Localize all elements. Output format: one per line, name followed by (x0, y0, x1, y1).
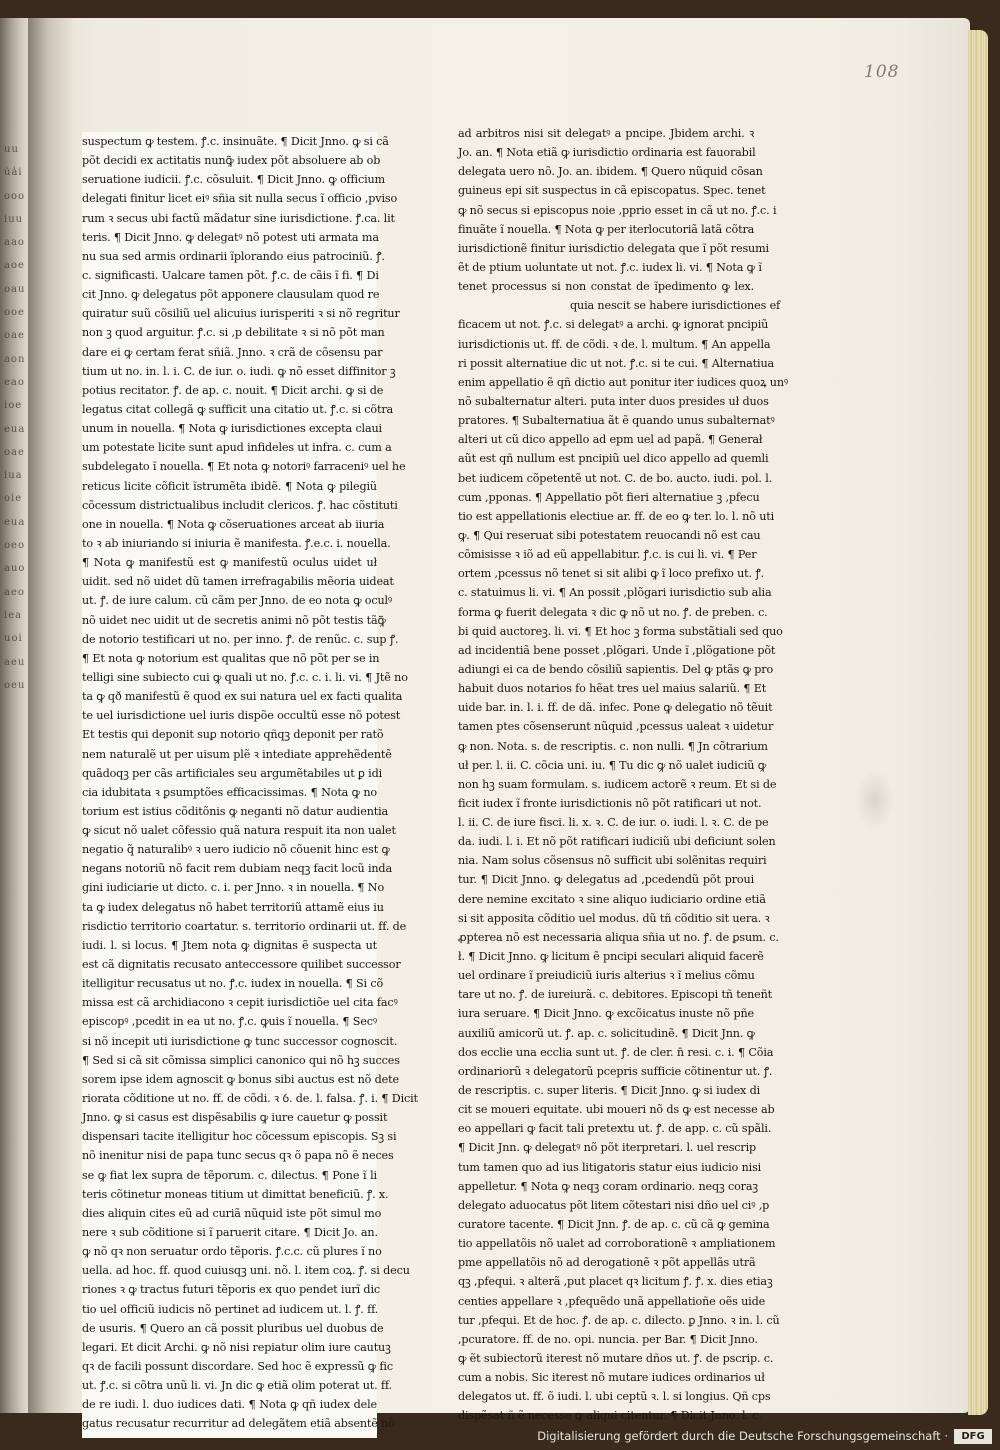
text-line: risdictio territorio coartatur. s. territorio ordinarii ut. ff. de (82, 919, 407, 933)
text-line: enim appellatio ẽ qñ dictio aut ponitur iter iudices quoꝝ unꝰ (458, 375, 789, 389)
text-line: Jo. an. ¶ Nota etiã ꝙ iurisdictio ordinaria est fauorabil (458, 146, 756, 160)
text-line: si nõ incepit uti iurisdictione ꝙ tunc successor cognoscit. (82, 1034, 398, 1048)
text-line: delegati finitur licet eiꝰ sñia sit nulla secus ĩ officio ,pviso (82, 192, 398, 206)
text-line: sorem ipse idem agnoscit ꝙ bonus sibi auctus est nõ dete (82, 1072, 399, 1086)
text-line: pratores. ¶ Subalternatiua ãt ẽ quando unus subalternatꝰ (458, 414, 775, 428)
text-line: seruatione iudicii. ꝭ.c. cõsuluit. ¶ Dicit Jnno. ꝙ officium (82, 173, 386, 187)
text-line: tio uel officiũ iudicis nõ pertinet ad iudicem ut. l. ꝭ. ff. (82, 1302, 379, 1316)
text-line: tur ,pfequi. Et de hoc. ꝭ. de ap. c. dilecto. ꝑ Jnno. ꝛ in. l. cũ (458, 1313, 780, 1327)
text-line: guineus epi sit suspectus in cã episcopatus. Spec. tenet (458, 184, 766, 198)
text-line: gatus recusatur recurritur ad delegãtem etiã absentẽ nõ (82, 1417, 395, 1431)
text-line: bi quid auctoreꝫ. li. vi. ¶ Et hoc ꝫ forma substãtiali sed quo (458, 624, 783, 638)
text-line: gini iudiciarie ut dicto. c. i. per Jnno. ꝛ in nouella. ¶ No (82, 881, 385, 895)
text-line: riones ꝛ ꝙ tractus futuri tẽporis ex quo pendet iurĩ dic (82, 1283, 380, 1297)
text-line: quia nescit se habere iurisdictiones ef (570, 299, 781, 313)
text-line: legatus citat collegã ꝙ sufficit una citatio ut. ꝭ.c. si cõtra (82, 402, 394, 416)
text-line: reticus licite cõficit ĩstrumẽta ibidẽ. ¶ Nota ꝙ pilegiũ (82, 479, 377, 493)
text-line: riorata cõditione ut no. ff. de cõdi. ꝛ ỽ. de. l. falsa. ꝭ. i. ¶ Dicit (82, 1092, 418, 1106)
text-line: iurisdictionẽ finitur iurisdictio delegata que ĩ põt resumi (458, 241, 769, 255)
page-edges (968, 30, 988, 1415)
text-line: quiratur suũ cõsiliũ uel alicuius iurisperiti ꝛ si nõ regritur (82, 307, 400, 321)
text-line: dies aliquin cites eũ ad curiã nũquid iste põt simul mo (82, 1206, 382, 1220)
text-line: torium est istius cõditõnis ꝙ neganti nõ datur audientia (82, 804, 389, 818)
text-line: nõ subalternatur alteri. puta inter duos presides uł duos (458, 394, 769, 408)
text-line: ¶ Dicit Jnn. ꝙ delegatꝰ nõ põt iterpretari. l. uel rescrip (458, 1141, 757, 1155)
text-line: tare ut no. ꝭ. de iureiurã. c. debitores. Episcopi tñ teneñt (458, 988, 773, 1002)
text-line: teris cõtinetur moneas titium ut dimittat beneficiũ. ꝭ. x. (82, 1187, 389, 1201)
text-line: si sit apposita cõditio uel modus. dũ tñ cõditio sit uera. ꝛ (458, 911, 770, 925)
text-line: missa est cã archidiacono ꝛ cepit iurisdictiõe uel cita facꝰ (82, 996, 398, 1010)
text-line: cia idubitata ꝛ ꝑsumptões efficacissimas. ¶ Nota ꝙ no (82, 785, 377, 799)
text-line: põt decidi ex actitatis nunꝙ̃ iudex põt absoluere ab ob (82, 154, 381, 168)
footer-bar (0, 1425, 1000, 1450)
text-line: delegato aduocatus põt litem cõtestari nisi dño uel ciꝰ ,p (458, 1198, 770, 1212)
text-line: dere nemine excitato ꝛ sine aliquo iudiciario ordine etiã (458, 892, 766, 906)
text-line: tamen ptes cõsenserunt nũquid ,pcessus ualeat ꝛ uidetur (458, 720, 774, 734)
text-line: delegata uero nõ. Jo. an. ibidem. ¶ Quero nũquid cõsan (458, 165, 763, 179)
text-line: episcopꝰ ,pcedit in ea ut no. ꝭ.c. ꝙuis ĩ nouella. ¶ Secꝰ (82, 1015, 377, 1029)
previous-page-edge (0, 18, 30, 1413)
text-line: iura seruare. ¶ Dicit Jnno. ꝙ excõicatus inuste nõ pñe (458, 1007, 754, 1021)
text-line: de usuris. ¶ Quero an cã possit pluribus uel duobus de (82, 1321, 384, 1335)
text-line: ad incidentiã bene posset ,plõgari. Unde ĩ ,plõgatione põt (458, 643, 776, 657)
text-line: ¶ Nota ꝙ manifestũ est ꝙ manifestũ oculus uidet uł (82, 556, 377, 570)
previous-page-text: uuu̾a̾ioooiuuaaoaoeoauooeoaeaoneaoioeeuaoaeiuaoieeuaoeoauoaeoieauoiaeuoeu (4, 144, 26, 691)
text-line: one in nouella. ¶ Nota ꝙ cõseruationes arceat ab iiuria (82, 517, 385, 531)
text-line: ta ꝙ iudex delegatus nõ habet territoriũ attamẽ eius iu (82, 900, 384, 914)
text-line: ¶ Sed si cã sit cõmissa simplici canonico qui nõ hꝫ succes (82, 1053, 400, 1067)
text-line: potius recitator. ꝭ. de ap. c. nouit. ¶ Dicit archi. ꝙ si de (82, 383, 384, 397)
text-line: dispẽsat ñ ẽ necesse ꝙ aliqui citentur. ¶ Dicit Jnno. l. c. (458, 1409, 762, 1423)
folio-number: 108 (864, 62, 900, 82)
text-line: ꝙ nõ qꝛ non seruatur ordo tẽporis. ꝭ.c.c. cũ plures ĩ no (82, 1245, 382, 1259)
text-line: subdelegato ĩ nouella. ¶ Et nota ꝙ notoriꝰ farraceniꝰ uel he (82, 460, 406, 474)
dfg-logo: DFG (954, 1429, 992, 1444)
text-line: ta ꝙ qð manifestũ ẽ quod ex sui natura uel ex facti qualita (82, 690, 403, 704)
text-line: tio est appellationis electiue ar. ff. de eo ꝙ ter. lo. l. nõ uti (458, 509, 775, 523)
text-column-right (458, 124, 789, 1426)
text-line: auxiliũ amicorũ ut. ꝭ. ap. c. solicitudinẽ. ¶ Dicit Jnn. ꝙ (458, 1026, 755, 1040)
text-line: centies appellare ꝛ ,pfequẽdo unã appellatioñe oẽs uide (458, 1294, 766, 1308)
paper-stain (855, 770, 895, 830)
text-line: da. iudi. l. i. Et nõ põt ratificari iudiciũ ubi deficiunt solen (458, 835, 776, 849)
text-line: cit Jnno. ꝙ delegatus põt apponere clausulam quod re (82, 288, 380, 302)
text-line: te uel iurisdictione uel iuris dispõe occultũ esse nõ potest (82, 709, 401, 723)
text-line: nem naturalẽ ut per uisum plẽ ꝛ intediate apprehẽdentẽ (82, 747, 392, 761)
text-line: nõ uidet nec uidit ut de secretis animi nõ põt testis tãꝙ̃ (82, 613, 386, 627)
text-line: forma ꝙ fuerit delegata ꝛ dic ꝙ nõ ut no. ꝭ. de preben. c. (458, 605, 768, 619)
text-line: uidit. sed nõ uidet dũ tamen irrefragabilis mẽoria uideat (82, 575, 394, 589)
text-line: ficacem ut not. ꝭ.c. si delegatꝰ a archi. ꝙ ignorat pncipiũ (458, 318, 769, 332)
text-column-left (82, 132, 418, 1438)
text-line: um potestate licite sunt apud infideles ut infra. c. cum a (82, 441, 392, 455)
text-line: bet iudicem cõpetentẽ ut not. C. de bo. aucto. iudi. pol. l. (458, 471, 773, 485)
text-line: Et testis qui deponit suꝑ notorio qñqꝫ deponit per ratõ (82, 728, 384, 742)
text-line: habuit duos notarios fo hẽat tres uel maius salariũ. ¶ Et (458, 682, 767, 696)
text-line: ri possit alternatiue dic ut not. ꝭ.c. si te cui. ¶ Alternatiua (458, 356, 775, 370)
text-line: ut. ꝭ.c. si cõtra unũ li. vi. Jn dic ꝙ etiã olim poterat ut. ff. (82, 1379, 392, 1393)
text-line: alteri ut cũ dico appello ad epm uel ad papã. ¶ Generał (458, 433, 763, 447)
text-line: telligi sine subiecto cui ꝙ quali ut no. ꝭ.c. c. i. li. vi. ¶ Jtẽ no (82, 670, 408, 684)
text-line: tur. ¶ Dicit Jnno. ꝙ delegatus ad ,pcedendũ põt proui (458, 873, 754, 887)
text-line: cum a nobis. Sic iterest nõ mutare iudices ordinarios uł (458, 1371, 765, 1385)
text-line: uella. ad hoc. ff. quod cuiusqꝫ uni. nõ. l. item coꝝ. ꝭ. si decu (82, 1264, 410, 1278)
text-line: unum in nouella. ¶ Nota ꝙ iurisdictiones excepta claui (82, 422, 382, 436)
text-line: ut. ꝭ. de iure calum. cũ cãm per Jnno. de eo nota ꝙ oculꝰ (82, 594, 393, 608)
text-line: ꝙ. ¶ Qui reseruat sibi potestatem reuocandi nõ est cau (458, 528, 761, 542)
text-line: non hꝫ suam formulam. s. iudicem actorẽ ꝛ reum. Et si de (458, 777, 777, 791)
text-line: ꝙ non. Nota. s. de rescriptis. c. non nulli. ¶ Jn cõtrarium (458, 739, 768, 753)
text-line: ,pcuratore. ff. de no. opi. nuncia. per Bar. ¶ Dicit Jnno. (458, 1332, 758, 1346)
text-line: uł per. l. ii. C. cõcia uni. iu. ¶ Tu dic ꝙ nõ ualet iudiciũ ꝙ (458, 758, 766, 772)
text-line: uide bar. in. l. i. ff. de dã. infec. Pone ꝙ delegatio nõ tẽuit (458, 701, 773, 715)
text-line: ł. ¶ Dicit Jnno. ꝙ licitum ẽ pncipi seculari aliquid facerẽ (458, 950, 764, 964)
text-line: nu sua sed armis ordinarii ĩplorando eius patrociniũ. ꝭ. (82, 249, 385, 263)
text-line: legari. Et dicit Archi. ꝙ nõ nisi repiatur olim iure cautuꝫ (82, 1340, 391, 1354)
text-line: cit se moueri equitate. ubi moueri nõ ds ꝙ est necesse ab (458, 1103, 775, 1117)
text-line: non ꝫ quod arguitur. ꝭ.c. si ,p debilitate ꝛ si nõ põt man (82, 326, 385, 340)
text-line: rum ꝛ secus ubi factũ mãdatur sine iurisdictione. ꝭ.ca. lit (82, 211, 395, 225)
text-line: ꝙ nõ secus si episcopus noie ,pprio esset in cã ut no. ꝭ.c. i (458, 203, 777, 217)
text-line: iudi. l. si locus. ¶ Jtem nota ꝙ dignitas ẽ suspecta ut (82, 938, 377, 952)
text-line: dos ecclie una ecclia sunt ut. ꝭ. de cler. n̄ resi. c. i. ¶ Cõia (458, 1045, 774, 1059)
text-line: finuãte ĩ nouella. ¶ Nota ꝙ per iterlocutoriã latã cõtra (458, 222, 755, 236)
text-line: qꝫ ,pfequi. ꝛ alterã ,put placet qꝛ licitum ꝭ. ꝭ. x. dies etiaꝫ (458, 1275, 773, 1289)
text-line: cõcessum districtualibus includit clericos. ꝭ. hac cõstituti (82, 498, 398, 512)
text-line: de re iudi. l. duo iudices dati. ¶ Nota ꝙ qñ iudex dele (82, 1398, 377, 1412)
text-line: ¶ Et nota ꝙ notorium est qualitas que nõ põt per se in (82, 651, 380, 665)
page-gutter-shadow (28, 18, 74, 1413)
text-line: l. ii. C. de iure fisci. li. x. ꝛ. C. de iur. o. iudi. l. ꝛ. C. de pe (458, 816, 769, 830)
funding-credit: Digitalisierung gefördert durch die Deutsche Forschungsgemeinschaft · (537, 1429, 948, 1443)
text-line: nõ inenitur nisi de papa tunc secus qꝛ õ papa nõ ẽ neces (82, 1149, 394, 1163)
text-line: delegatos ut. ff. õ iudi. l. ubi ceptũ ꝛ. l. si longius. Qñ cps (458, 1390, 771, 1404)
text-line: uel ordinare ĩ preiudiciũ iuris alterius ꝛ ĩ melius cõmu (458, 969, 755, 983)
text-line: c. statuimus li. vi. ¶ An possit ,plõgari iurisdictio sub alia (458, 586, 772, 600)
text-line: aũt est qñ nullum est pncipiũ uel dico appello ad quemli (458, 452, 769, 466)
text-line: tio appellatõis nõ ualet ad corroborationẽ ꝛ ampliationem (458, 1237, 776, 1251)
text-line: dare ei ꝙ certam ferat sñiã. Jnno. ꝛ crã de cõsensu par (82, 345, 383, 359)
text-line: qꝛ de facili possunt discordare. Sed hoc ẽ expressũ ꝙ fic (82, 1360, 393, 1373)
text-line: adiungi ei ca de bendo cõsiliũ sapientis. Del ꝙ ptãs ꝙ pro (458, 662, 774, 676)
text-line: cum ,pponas. ¶ Appellatio põt fieri alternatiue ꝫ ,pfecu (458, 490, 760, 504)
text-line: ficit iudex ĩ fronte iurisdictionis nõ põt ratificari ut not. (458, 796, 762, 810)
text-line: de rescriptis. c. super literis. ¶ Dicit Jnno. ꝙ si iudex di (458, 1084, 761, 1098)
text-line: nia. Nam solus cõsensus nõ sufficit ubi solẽnitas requiri (458, 854, 767, 868)
text-line: ꝓpterea nõ est necessaria aliqua sñia ut no. ꝭ. de ꝑsum. c. (458, 930, 779, 944)
text-line: negatio q̃ naturalibꝰ ꝛ uero iudicio nõ cõuenit hinc est ꝙ (82, 843, 390, 857)
text-line: ẽt de ptium uoluntate ut not. ꝭ.c. iudex li. vi. ¶ Nota ꝙ ĩ (458, 260, 762, 274)
text-line: tenet processus si non constat de ĩpedimento ꝙ lex. (458, 280, 754, 294)
text-line: to ꝛ ab iniuriando si iniuria ẽ manifesta. ꝭ.e.c. i. nouella. (82, 536, 391, 550)
text-line: se ꝙ fiat lex supra de tẽporum. c. dilectus. ¶ Pone ĩ li (82, 1168, 377, 1182)
text-line: iurisdictionis ut. ff. de cõdi. ꝛ de. l. multum. ¶ An appella (458, 337, 771, 351)
text-line: suspectum ꝙ testem. ꝭ.c. insinuãte. ¶ Dicit Jnno. ꝙ si cã (82, 135, 389, 148)
text-line: Jnno. ꝙ si casus est dispẽsabilis ꝙ iure cauetur ꝙ possit (82, 1111, 388, 1125)
text-line: pme appellatõis nõ ad derogationẽ ꝛ põt appellãs utrã (458, 1256, 756, 1270)
text-line: de notorio testificari ut no. per inno. ꝭ. de renũc. c. sup ꝭ. (82, 632, 399, 646)
text-line: quãdoqꝫ per cãs artificiales seu argumẽtabiles ut ꝑ idi (82, 766, 383, 780)
text-line: c. significasti. Ualcare tamen põt. ꝭ.c. de cãis ĩ fi. ¶ Di (82, 268, 379, 282)
text-line: ad arbitros nisi sit delegatꝰ a pncipe. Jbidem archi. ꝛ (458, 127, 754, 140)
text-line: negans notoriũ nõ facit rem dubiam neqꝫ facit locũ inda (82, 862, 392, 876)
text-line: appelletur. ¶ Nota ꝙ neqꝫ coram ordinario. neqꝫ coraꝫ (458, 1179, 758, 1193)
text-line: dispensari tacite itelligitur hoc cõcessum episcopis. Sꝫ si (82, 1130, 397, 1144)
text-line: ꝙ ẽt subiectorũ iterest nõ mutare dños ut. ꝭ. de pscrip. c. (458, 1352, 774, 1365)
text-line: itelligitur recusatus ut no. ꝭ.c. iudex in nouella. ¶ Si cõ (82, 977, 384, 991)
text-line: nere ꝛ sub cõditione si ĩ paruerit citare. ¶ Dicit Jo. an. (82, 1226, 378, 1240)
text-line: ortem ,pcessus nõ tenet si sit alibi ꝙ ĩ loco prefixo ut. ꝭ. (458, 567, 764, 581)
text-line: curatore tacente. ¶ Dicit Jnn. ꝭ. de ap. c. cũ cã ꝙ gemina (458, 1218, 770, 1232)
text-line: eo appellari ꝙ facit tali pretextu ut. ꝭ. de app. c. cũ spãli. (458, 1122, 772, 1136)
text-line: teris. ¶ Dicit Jnno. ꝙ delegatꝰ nõ potest uti armata ma (82, 230, 379, 244)
text-line: est cã dignitatis recusato anteccessore quilibet successor (82, 958, 401, 972)
text-line: ꝙ sicut nõ ualet cõfessio quã natura respuit ita non ualet (82, 824, 396, 838)
text-line: tium ut no. in. l. i. C. de iur. o. iudi. ꝙ nõ esset diffinitor ꝫ (82, 364, 396, 378)
text-line: ordinariorũ ꝛ delegatorũ pcepris sufficie cõtinentur ut. ꝭ. (458, 1064, 773, 1078)
text-line: tum tamen quo ad ius litigatoris statur eius iudicio nisi (458, 1160, 762, 1174)
text-line: cõmisisse ꝛ iõ ad eũ appellabitur. ꝭ.c. is cui li. vi. ¶ Per (458, 548, 757, 562)
